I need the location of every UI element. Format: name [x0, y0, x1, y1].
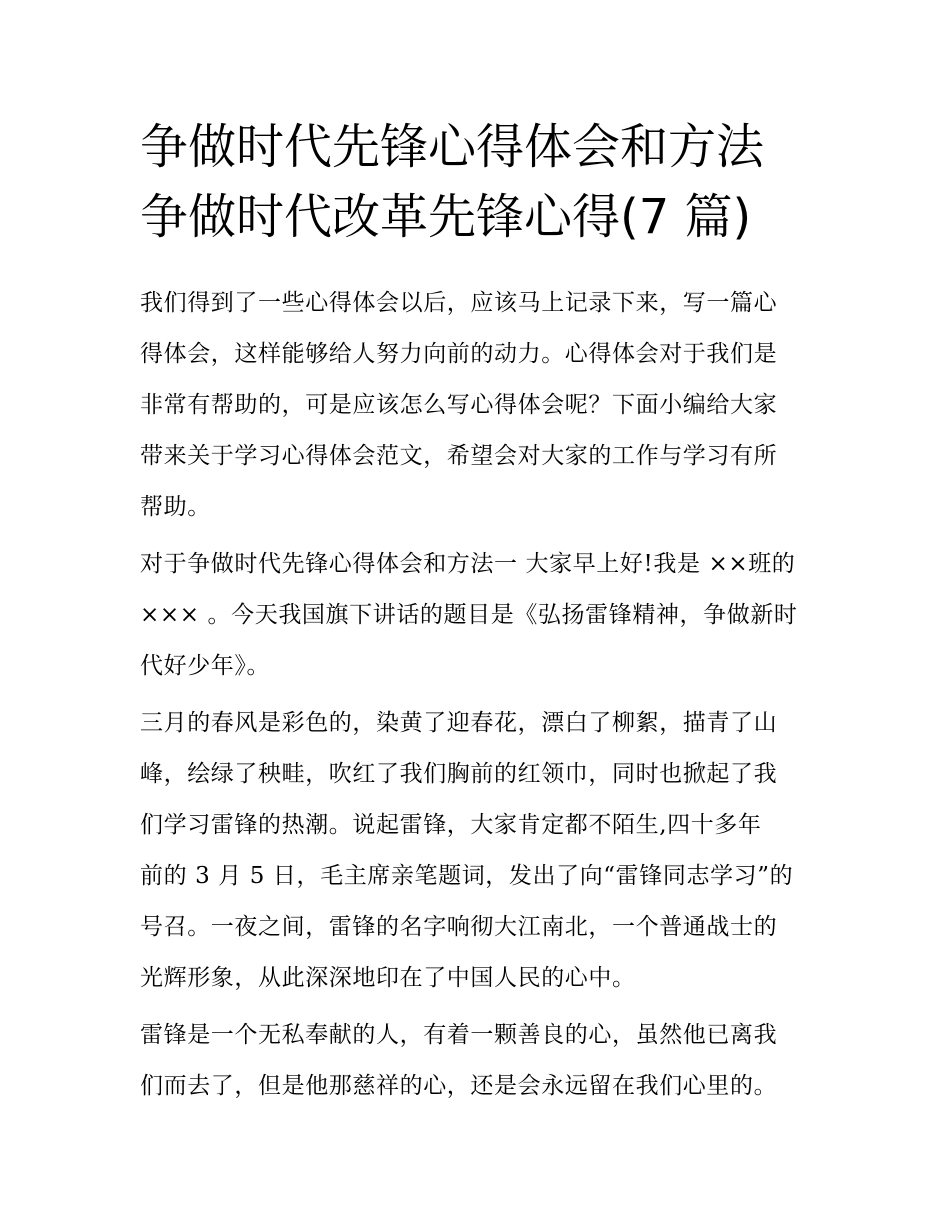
text-line: 我们得到了一些心得体会以后，应该马上记录下来，写一篇心	[140, 290, 778, 316]
text-line: 得体会，这样能够给人努力向前的动力。心得体会对于我们是	[140, 341, 778, 367]
text-line: 们学习雷锋的热潮。说起雷锋，大家肯定都不陌生,四十多年	[140, 812, 762, 838]
text-line: 代好少年》。	[140, 653, 271, 679]
text-line: 雷锋是一个无私奉献的人，有着一颗善良的心，虽然他已离我	[140, 1022, 778, 1048]
paragraph-leifeng	[140, 1010, 818, 1112]
text-line: 光辉形象，从此深深地印在了中国人民的心中。	[140, 965, 636, 991]
text-line: 峰，绘绿了秧畦，吹红了我们胸前的红领巾，同时也掀起了我	[140, 761, 778, 787]
text-line: 们而去了，但是他那慈祥的心，还是会永远留在我们心里的。	[140, 1073, 778, 1099]
text-line: 对于争做时代先锋心得体会和方法一 大家早上好!我是 ××班的	[140, 551, 796, 577]
text-line: 带来关于学习心得体会范文，希望会对大家的工作与学习有所	[140, 443, 778, 469]
text-line: 三月的春风是彩色的，染黄了迎春花，漂白了柳絮，描青了山	[140, 710, 778, 736]
paragraph-greeting	[140, 539, 818, 692]
paragraph-spring	[140, 698, 818, 1004]
text-line: 号召。一夜之间，雷锋的名字响彻大江南北，一个普通战士的	[140, 914, 778, 940]
text-line: 帮助。	[140, 494, 211, 520]
paragraph-intro	[140, 278, 818, 533]
document-title	[140, 112, 820, 252]
text-line: ××× 。今天我国旗下讲话的题目是《弘扬雷锋精神，争做新时	[140, 602, 798, 628]
document-body	[140, 278, 818, 1118]
title-line-2: 争做时代改革先锋心得(7 篇)	[140, 189, 752, 245]
text-line: 非常有帮助的，可是应该怎么写心得体会呢？下面小编给大家	[140, 392, 778, 418]
title-line-1: 争做时代先锋心得体会和方法	[140, 119, 765, 175]
text-line: 前的 3 月 5 日，毛主席亲笔题词，发出了向“雷锋同志学习”的	[140, 863, 794, 889]
